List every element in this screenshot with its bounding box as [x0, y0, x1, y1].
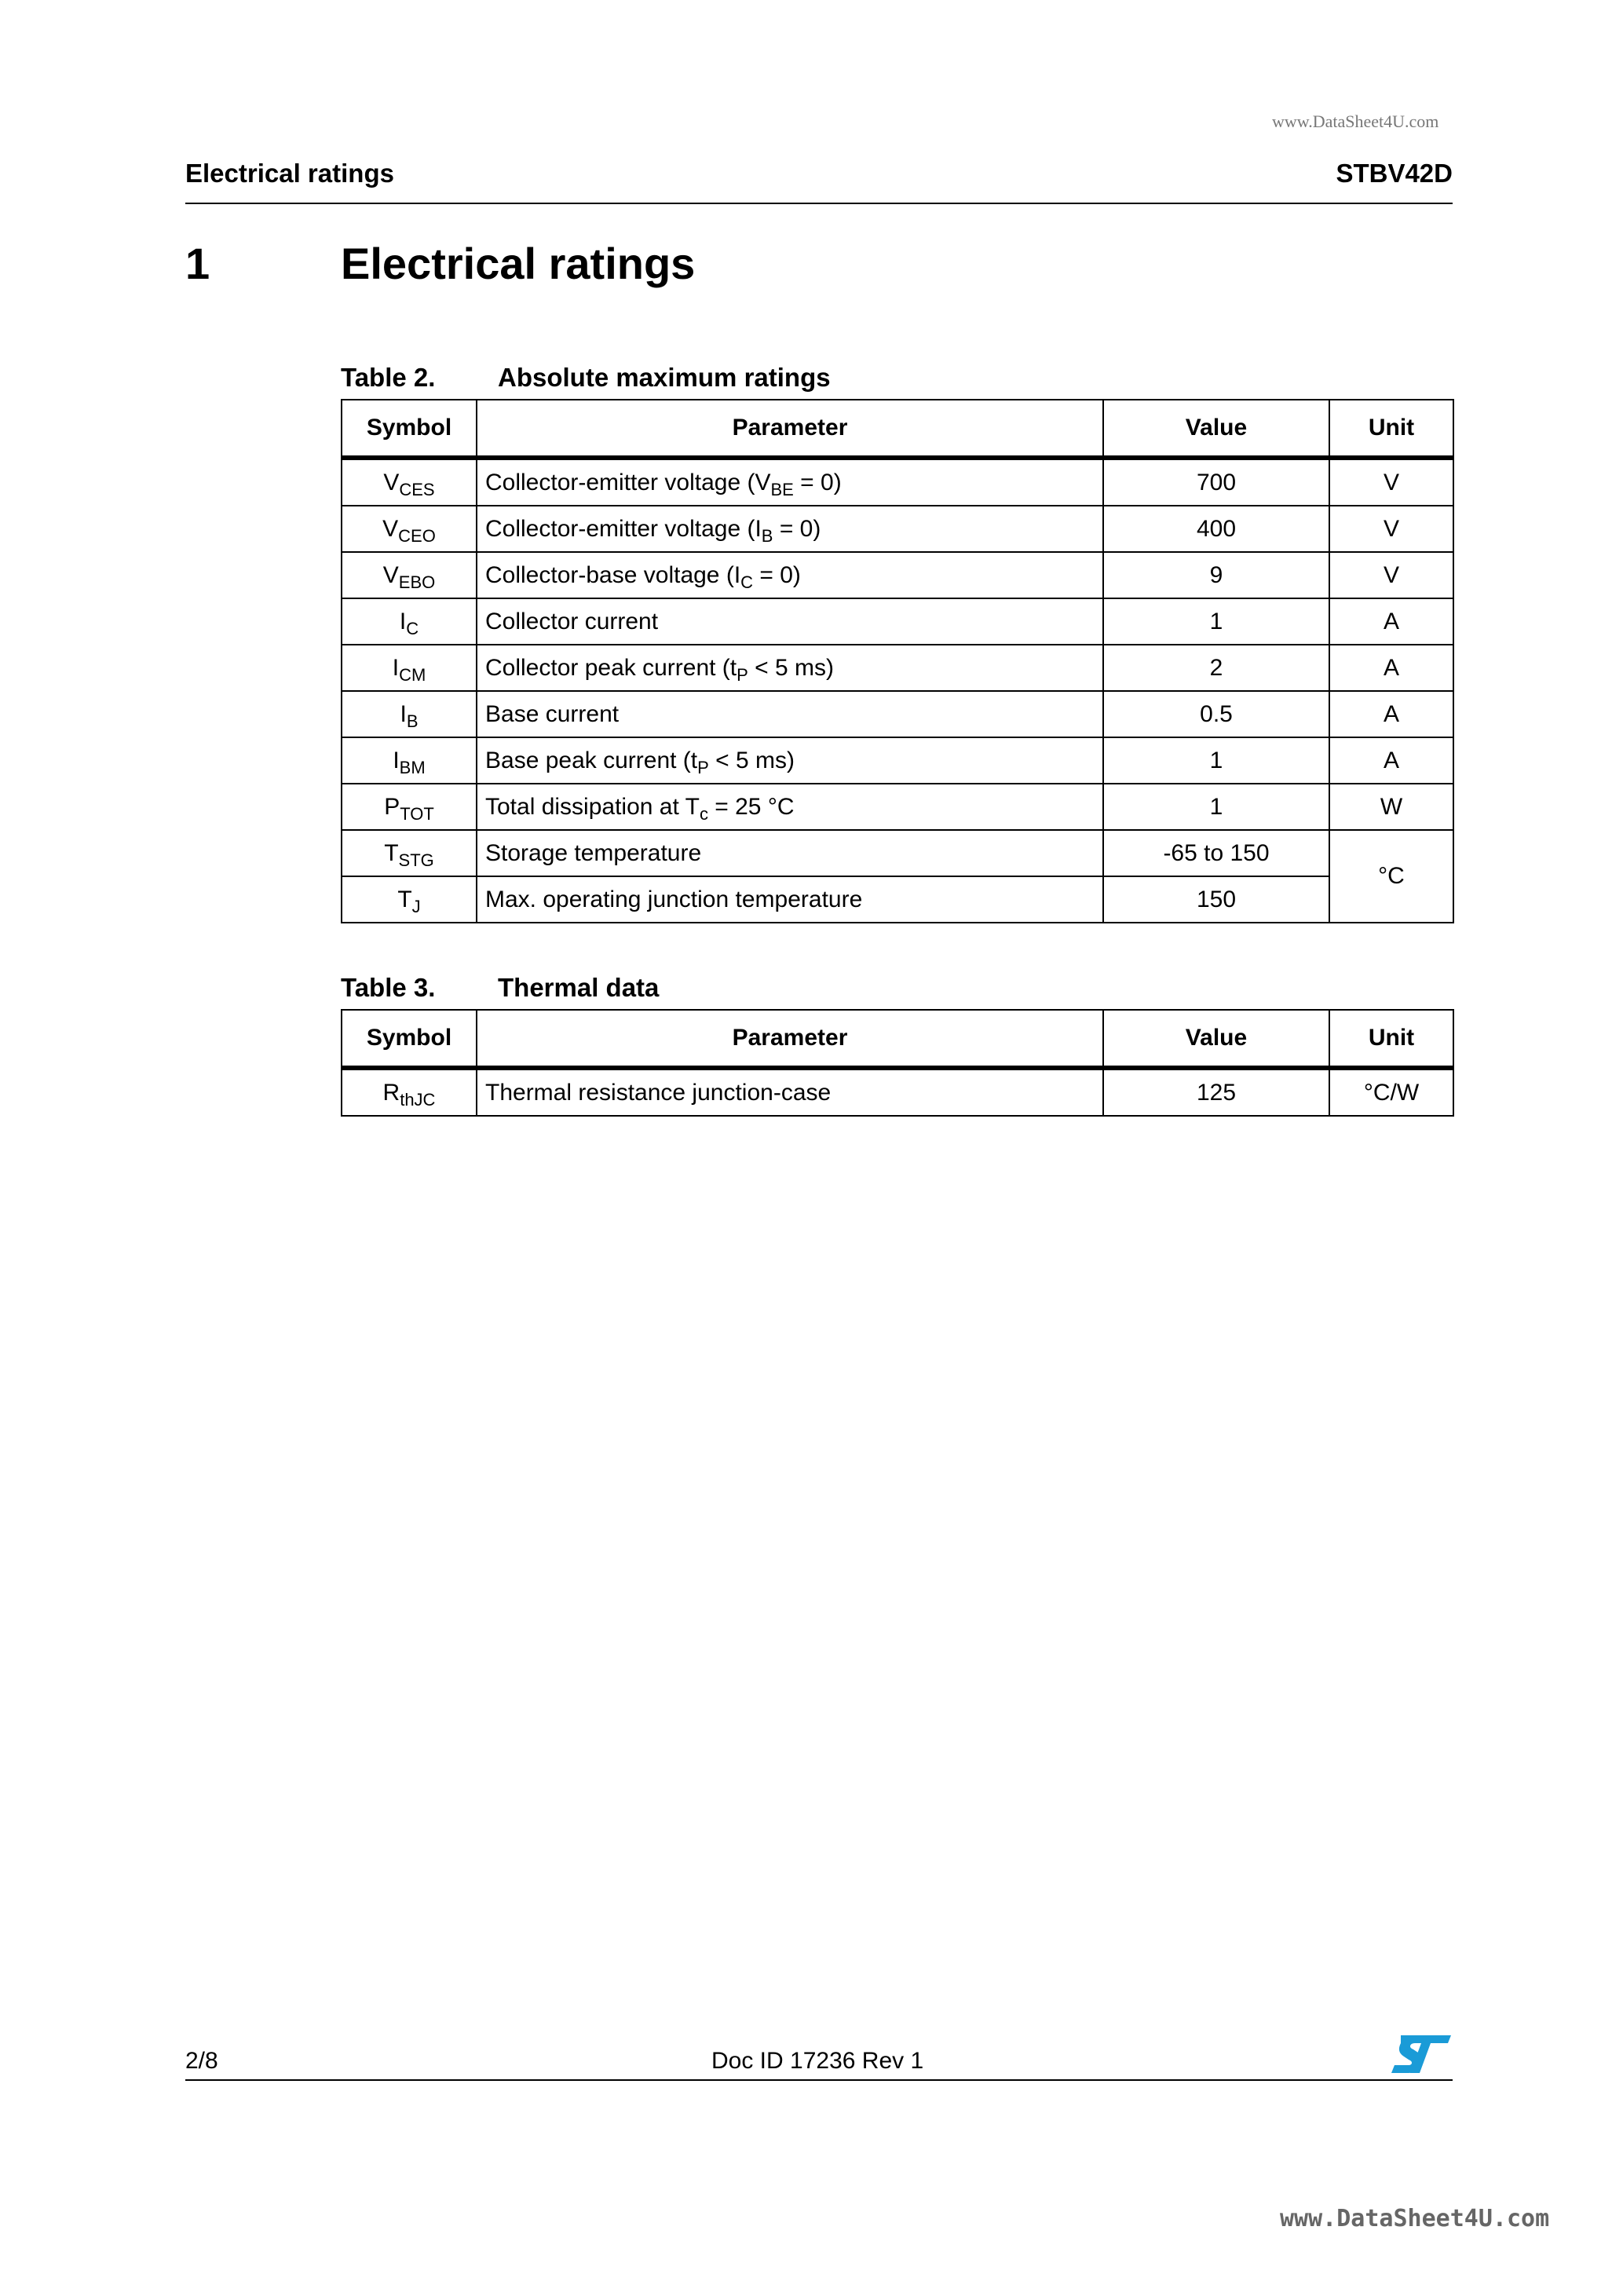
col-symbol: Symbol	[342, 1010, 477, 1068]
unit-cell: A	[1329, 737, 1453, 784]
parameter-cell: Collector-base voltage $(I_C = 0)$	[477, 552, 1103, 598]
value-cell: 700	[1103, 458, 1329, 506]
value-cell: 1	[1103, 737, 1329, 784]
unit-cell: V	[1329, 458, 1453, 506]
header-section-name: Electrical ratings	[185, 159, 394, 188]
value-cell: 0.5	[1103, 691, 1329, 737]
parameter-cell: Collector-emitter voltage $(V_{BE} = 0)$	[477, 458, 1103, 506]
parameter-cell: Collector-emitter voltage $(I_B = 0)$	[477, 506, 1103, 552]
parameter-cell: Total dissipation at $T_c = 25$ °C	[477, 784, 1103, 830]
value-cell: 125	[1103, 1068, 1329, 1116]
table-row	[342, 691, 1453, 737]
symbol-cell: $T_J$	[342, 876, 477, 923]
symbol-cell: $P_{TOT}$	[342, 784, 477, 830]
table-row	[342, 1068, 1453, 1116]
table-row	[342, 784, 1453, 830]
watermark-bottom: www.DataSheet4U.com	[1280, 2205, 1550, 2232]
value-cell: 1	[1103, 784, 1329, 830]
unit-cell: A	[1329, 691, 1453, 737]
table3-label: Table 3.	[341, 973, 436, 1002]
parameter-cell: Thermal resistance junction-case	[477, 1068, 1103, 1116]
symbol-cell: $I_C$	[342, 598, 477, 645]
col-value: Value	[1103, 1010, 1329, 1068]
table-header-row	[342, 1010, 1453, 1068]
unit-cell: A	[1329, 645, 1453, 691]
absolute-max-ratings-table	[341, 399, 1454, 923]
parameter-cell: Collector current	[477, 598, 1103, 645]
col-symbol: Symbol	[342, 400, 477, 458]
unit-cell: A	[1329, 598, 1453, 645]
watermark-top: www.DataSheet4U.com	[1272, 112, 1439, 131]
parameter-cell: Collector peak current ($t_P < 5$ ms)	[477, 645, 1103, 691]
col-unit: Unit	[1329, 400, 1453, 458]
st-logo-icon	[1390, 2032, 1453, 2076]
unit-cell-merged: °C	[1329, 830, 1453, 923]
table-row	[342, 830, 1453, 876]
table-row	[342, 458, 1453, 506]
parameter-cell: Max. operating junction temperature	[477, 876, 1103, 923]
symbol-cell: $T_{STG}$	[342, 830, 477, 876]
footer-divider	[185, 2079, 1453, 2081]
header-part-number: STBV42D	[1336, 159, 1453, 188]
value-cell: 150	[1103, 876, 1329, 923]
col-parameter: Parameter	[477, 1010, 1103, 1068]
symbol-cell: $V_{EBO}$	[342, 552, 477, 598]
parameter-cell: Base current	[477, 691, 1103, 737]
value-cell: 1	[1103, 598, 1329, 645]
unit-cell: W	[1329, 784, 1453, 830]
table-row	[342, 737, 1453, 784]
page-number: 2/8	[185, 2048, 218, 2074]
table-row	[342, 645, 1453, 691]
col-unit: Unit	[1329, 1010, 1453, 1068]
value-cell: 400	[1103, 506, 1329, 552]
table2-label: Table 2.	[341, 363, 436, 392]
table3-title: Thermal data	[498, 973, 660, 1002]
doc-id: Doc ID 17236 Rev 1	[711, 2048, 924, 2074]
header-divider	[185, 203, 1453, 204]
table-row	[342, 506, 1453, 552]
unit-cell: V	[1329, 552, 1453, 598]
table-header-row	[342, 400, 1453, 458]
value-cell: 2	[1103, 645, 1329, 691]
unit-cell: °C/W	[1329, 1068, 1453, 1116]
table2-title: Absolute maximum ratings	[498, 363, 831, 392]
symbol-cell: $V_{CEO}$	[342, 506, 477, 552]
table-row	[342, 552, 1453, 598]
thermal-data-table	[341, 1009, 1454, 1117]
value-cell: 9	[1103, 552, 1329, 598]
unit-cell: V	[1329, 506, 1453, 552]
symbol-cell: $I_B$	[342, 691, 477, 737]
section-number: 1	[185, 239, 210, 288]
symbol-cell: $I_{BM}$	[342, 737, 477, 784]
col-parameter: Parameter	[477, 400, 1103, 458]
parameter-cell: Storage temperature	[477, 830, 1103, 876]
section-title: Electrical ratings	[341, 239, 696, 288]
symbol-cell: $R_{thJC}$	[342, 1068, 477, 1116]
parameter-cell: Base peak current ($t_P < 5$ ms)	[477, 737, 1103, 784]
table-row	[342, 876, 1453, 923]
col-value: Value	[1103, 400, 1329, 458]
symbol-cell: $V_{CES}$	[342, 458, 477, 506]
value-cell: -65 to 150	[1103, 830, 1329, 876]
symbol-cell: $I_{CM}$	[342, 645, 477, 691]
table-row	[342, 598, 1453, 645]
